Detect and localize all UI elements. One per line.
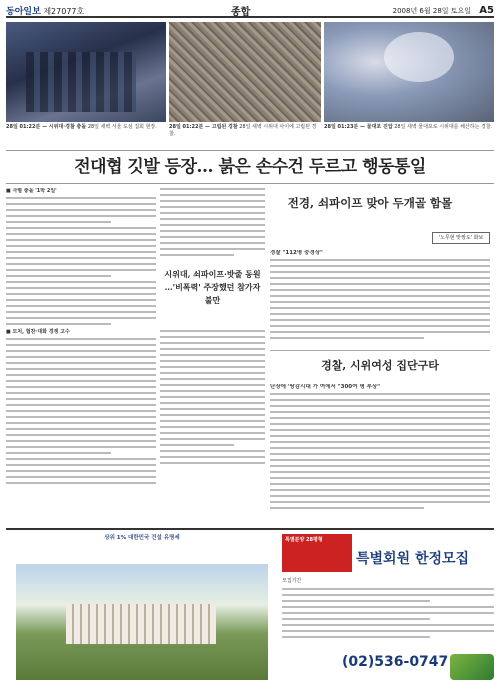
section-label: ■ 극렬 충돌 '1박 2일' — [6, 188, 57, 194]
subheadline-text: 전경, 쇠파이프 맞아 두개골 함몰 — [287, 196, 453, 210]
ad-fine-print — [282, 588, 494, 638]
masthead-right — [393, 5, 494, 16]
pull-quote — [160, 268, 265, 330]
subheadline — [270, 350, 490, 382]
news-photo — [6, 22, 166, 122]
right-column-lower — [270, 384, 490, 526]
subheadline-text: 경찰, 시위여성 집단구타 — [321, 359, 439, 372]
masthead-left — [6, 4, 84, 17]
caption-title: 28일 01:22분 — 시위대·경찰 충돌 — [6, 124, 87, 130]
caption-text: 28일 새벽 시위대 사이에 고립된 경찰. — [169, 124, 317, 137]
ad-phone: (02)536-0747 — [342, 654, 449, 670]
paper-name: 동아일보 — [6, 7, 41, 17]
masthead — [6, 2, 494, 18]
news-photo — [324, 22, 494, 122]
info-box: '노무현 맞짱도' 화보 — [432, 232, 490, 244]
advertisement — [6, 528, 494, 686]
pull-quote-text: 시위대, 쇠파이프·밧줄 동원 …'비폭력' 주장했던 참가자 불만 — [164, 269, 261, 305]
section-name: 종합 — [231, 7, 251, 18]
deck: 경찰 "112명 중경상" — [270, 250, 323, 256]
photo-caption — [6, 124, 166, 131]
ad-building-image — [16, 564, 268, 680]
deck: 단장에 '땅감시대 가 여에서 "300여 명 부상" — [270, 384, 381, 390]
main-headline: 전대협 깃발 등장… 붉은 손수건 두르고 행동통일 — [6, 150, 494, 184]
right-column — [270, 250, 490, 350]
ad-body — [282, 578, 494, 642]
issue-number: 제27077호 — [43, 7, 85, 16]
ad-left-text: 상위 1% 대한민국 건설 유명세 — [104, 535, 180, 541]
body-text — [270, 259, 490, 339]
ad-title: 특별회원 한정모집 — [356, 551, 470, 567]
photo-caption — [324, 124, 494, 131]
issue-date: 2008년 6월 28일 토요일 — [392, 7, 472, 15]
page-number: A5 — [479, 5, 494, 16]
caption-text: 28일 새벽 물대포로 시위대를 해산하는 경찰. — [394, 124, 493, 130]
caption-title: 28일 01:22분 — 고립된 경찰 — [169, 124, 238, 130]
left-column — [6, 188, 156, 526]
news-photo — [169, 22, 321, 122]
ad-logo-icon — [450, 654, 494, 680]
ad-body-text: 모집기간 — [282, 578, 302, 584]
body-text — [270, 393, 490, 509]
body-text — [6, 197, 156, 325]
photo-strip — [6, 22, 494, 147]
caption-title: 28일 01:23분 — 물대포 진압 — [324, 124, 393, 130]
subhead: ■ 모처, 협찬·대화 경쟁 고수 — [6, 329, 70, 335]
ad-badge: 특별분양 28평형 — [282, 534, 352, 572]
body-text — [6, 338, 156, 484]
ad-right-panel — [282, 534, 494, 684]
ad-left-panel — [6, 534, 278, 684]
body-text — [160, 330, 265, 464]
photo-caption — [169, 124, 321, 137]
caption-text: 28일 새벽 서울 도심 집회 현장. — [87, 124, 157, 130]
